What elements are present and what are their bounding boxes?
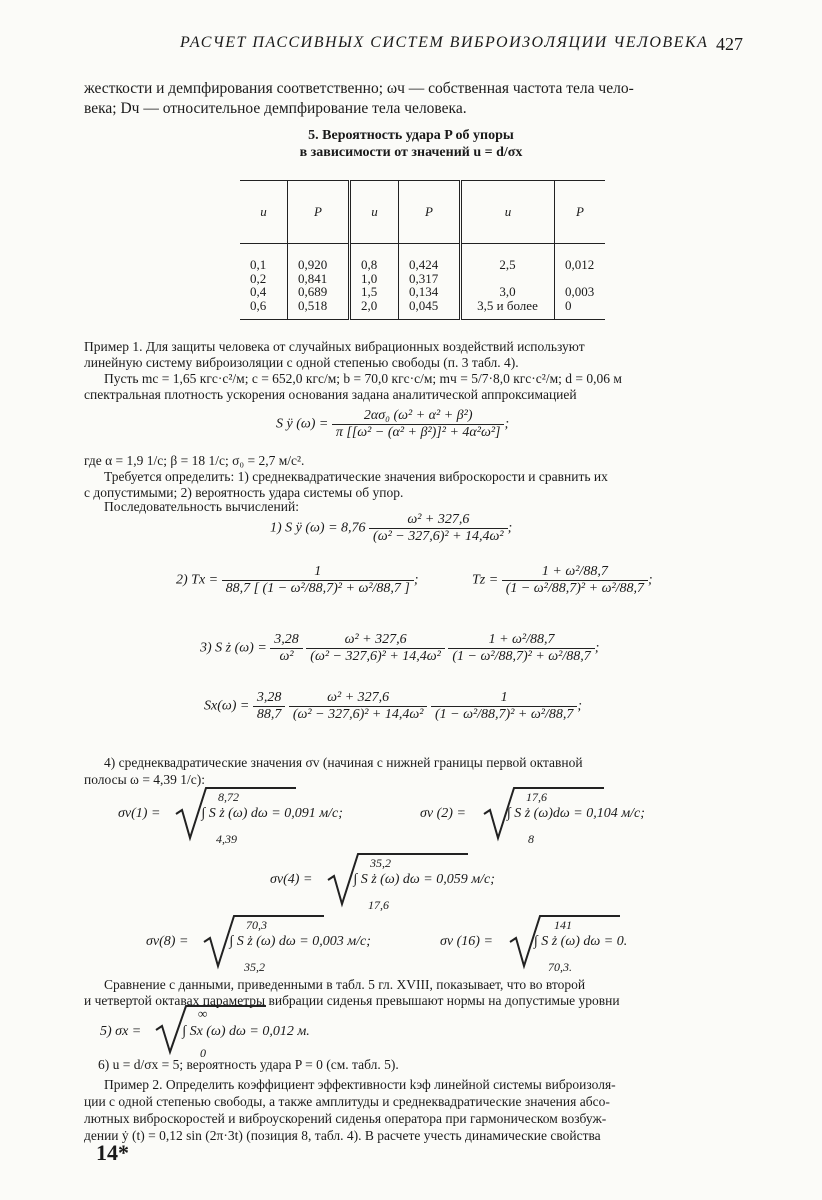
integral-upper-limit: 35,2 — [370, 856, 391, 870]
compare-line-2: и четвертой октавах параметры вибрации сиденья превышают нормы на допустимые уровни — [84, 993, 620, 1008]
example1-line-3: Пусть mс = 1,65 кгс·с²/м; c = 652,0 кгс/м; b = 70,0 кгс·с/м; mч = 5/7·8,0 кгс·с²/м; d = 0,06 м — [104, 371, 622, 386]
formula-spectral-density: S ÿ (ω) = $\frac{\text{2ασ₀ (ω² + α² + β²)}}{\text{π [[ω² − (α² + β²)]² + 4α²ω²]}}$ ; — [276, 408, 510, 440]
integral-body: ∫ S ż (ω) dω = 0,091 м/с; — [201, 806, 343, 821]
formula-1: 1) S ÿ (ω) = 8,76 $\frac{\text{ω² + 327,6}}{\text{(ω² − 327,6)² + 14,4ω²}}$ ; — [270, 512, 513, 544]
integral-lower-limit: 70,3. — [548, 960, 572, 974]
formula-denominator: (ω² − 327,6)² + 14,4ω² — [310, 649, 441, 664]
col-header: P — [555, 181, 606, 244]
formula-lhs: σv (16) = — [440, 934, 493, 949]
formula-denominator: (ω² − 327,6)² + 14,4ω² — [292, 707, 424, 722]
formula-lhs: Sx(ω) = — [204, 698, 250, 714]
formula-2-tx: 2) Tx = $\frac{1}{\text{88,7 [ (1 − ω²/88,7)² + ω²/88,7 ]}}$ ; — [176, 564, 419, 596]
example2-line-1: Пример 2. Определить коэффициент эффективности kэф линейной системы виброизоля- — [104, 1077, 616, 1092]
intro-line-2: века; Dч — относительное демпфирование тела человека. — [84, 100, 467, 117]
step6-line: 6) u = d/σx = 5; вероятность удара P = 0 (см. табл. 5). — [98, 1057, 399, 1072]
col-header: u — [350, 181, 399, 244]
formula-denominator: (1 − ω²/88,7)² + ω²/88,7 — [505, 581, 645, 596]
formula-lhs: 2) Tx = — [176, 572, 219, 588]
signature-mark: 14* — [96, 1140, 129, 1165]
intro-line-1: жесткости и демпфирования соответственно; ωч — собственная частота тела чело- — [84, 80, 634, 97]
table-caption-line-2: в зависимости от значений u = d/σx — [299, 145, 523, 160]
table-cell: 0,424 0,317 0,134 0,045 — [399, 244, 461, 320]
formula-numerator: 1 + ω²/88,7 — [502, 564, 648, 581]
formula-denominator: 88,7 — [256, 707, 282, 722]
formula-lhs: σv (2) = — [420, 806, 466, 821]
formula-denominator: ω² — [279, 649, 294, 664]
example1-line-7: с допустимыми; 2) вероятность удара системы об упор. — [84, 485, 404, 500]
integral-lower-limit: 4,39 — [216, 832, 237, 846]
formula-lhs: σv(4) = — [270, 872, 313, 887]
table-caption-line-1: 5. Вероятность удара P об упоры — [308, 128, 514, 143]
integral-lower-limit: 0 — [200, 1046, 206, 1060]
integral-sigma-1 — [118, 790, 343, 846]
integral-sigma-4 — [270, 856, 495, 912]
table-cell: 2,5 3,0 3,5 и более — [461, 244, 555, 320]
example1-line-4: спектральная плотность ускорения основания задана аналитической аппроксимацией — [84, 387, 577, 402]
probability-table — [240, 180, 605, 320]
formula-numerator: 3,28 — [253, 690, 286, 707]
formula-numerator: 1 + ω²/88,7 — [448, 632, 594, 649]
formula-lhs: σv(1) = — [118, 806, 161, 821]
step4-line-1: 4) среднеквадратические значения σv (начиная с нижней границы первой октавной — [104, 755, 583, 770]
step4-line-2: полосы ω = 4,39 1/с): — [84, 772, 206, 787]
formula-denominator: (1 − ω²/88,7)² + ω²/88,7 — [434, 707, 574, 722]
formula-numerator: ω² + 327,6 — [289, 690, 428, 707]
integral-upper-limit: ∞ — [198, 1006, 208, 1021]
example2-line-3: лютных виброскоростей и виброускорений сиденья оператора при гармоническом возбуж- — [84, 1111, 607, 1126]
col-header: u — [461, 181, 555, 244]
page-number: 427 — [716, 34, 743, 54]
formula-denominator: π [[ω² − (α² + β²)]² + 4α²ω²] — [335, 425, 501, 440]
formula-3-sx: Sx(ω) = $\frac{3,28}{88,7}$ $\frac{\text{ω² + 327,6}}{\text{(ω² − 327,6)² + 14,4ω²}}$ $\frac{1}{\text{(1 − ω²/88,7)² + ω²/88,7}}$ ; — [204, 690, 582, 722]
formula-3-sz: 3) S ż (ω) = $\frac{3,28}{\text{ω²}}$ $\frac{\text{ω² + 327,6}}{\text{(ω² − 327,6)² + 14,4ω²}}$ $\frac{\text{1 + ω²/88,7}}{\text{(1 − ω²/88,7)² + ω²/88,7}}$ ; — [200, 632, 600, 664]
formula-2-tz: Tz = $\frac{\text{1 + ω²/88,7}}{\text{(1 − ω²/88,7)² + ω²/88,7}}$ ; — [472, 564, 653, 596]
col-header: P — [288, 181, 350, 244]
formula-lhs: 5) σx = — [100, 1024, 142, 1039]
integral-body: ∫ S ż (ω) dω = 0,003 м/с; — [229, 934, 371, 949]
example2-line-2: ции с одной степенью свободы, а также амплитуды и среднеквадратические значения абсо- — [84, 1094, 610, 1109]
formula-denominator: (ω² − 327,6)² + 14,4ω² — [373, 529, 504, 544]
example2-line-4: дении ẏ (t) = 0,12 sin (2π·3t) (позиция 8, табл. 4). В расчете учесть динамические свойства — [84, 1128, 601, 1143]
integral-sigma-16 — [440, 918, 628, 974]
integral-sigma-2 — [420, 790, 645, 846]
integral-body: ∫ S ż (ω) dω = 0. — [533, 934, 628, 949]
formula-numerator: 3,28 — [270, 632, 303, 649]
integral-body: ∫ S ż (ω) dω = 0,059 м/с; — [353, 872, 495, 887]
formula-numerator: 1 — [222, 564, 414, 581]
radical-sign — [328, 854, 468, 914]
formula-lhs: σv(8) = — [146, 934, 189, 949]
table-cell: 0,920 0,841 0,689 0,518 — [288, 244, 350, 320]
integral-lower-limit: 17,6 — [368, 898, 389, 912]
integral-upper-limit: 8,72 — [218, 790, 239, 804]
integral-lower-limit: 8 — [528, 832, 534, 846]
compare-line-1: Сравнение с данными, приведенными в табл. 5 гл. XVIII, показывает, что во второй — [104, 977, 586, 992]
table-row — [240, 244, 605, 320]
integral-upper-limit: 70,3 — [246, 918, 267, 932]
example1-line-5: где α = 1,9 1/с; β = 18 1/с; σ₀ = 2,7 м/с². — [84, 453, 305, 468]
formula-numerator: 1 — [431, 690, 577, 707]
formula-numerator: 2ασ₀ (ω² + α² + β²) — [332, 408, 505, 425]
example1-line-2: линейную систему виброизоляции с одной степенью свободы (п. 3 табл. 4). — [84, 355, 519, 370]
formula-lhs: 3) S ż (ω) = — [200, 640, 267, 656]
integral-body: ∫ S ż (ω)dω = 0,104 м/с; — [506, 806, 645, 821]
table-cell: 0,1 0,2 0,4 0,6 — [240, 244, 288, 320]
formula-lhs: Tz = — [472, 572, 499, 588]
formula-numerator: ω² + 327,6 — [369, 512, 508, 529]
integral-sigma-8 — [146, 918, 371, 974]
example1-line-8: Последовательность вычислений: — [104, 499, 299, 514]
formula-lhs: 1) S ÿ (ω) = 8,76 — [270, 520, 366, 536]
radical-sign — [156, 1006, 266, 1062]
table-cell: 0,012 0,003 0 — [555, 244, 606, 320]
formula-numerator: ω² + 327,6 — [306, 632, 445, 649]
integral-upper-limit: 17,6 — [526, 790, 547, 804]
table-header-row — [240, 181, 605, 244]
example1-line-6: Требуется определить: 1) среднеквадратические значения виброскорости и сравнить их — [104, 469, 608, 484]
example1-line-1: Пример 1. Для защиты человека от случайных вибрационных воздействий используют — [84, 339, 585, 354]
integral-upper-limit: 141 — [554, 918, 572, 932]
integral-body: ∫ Sx (ω) dω = 0,012 м. — [182, 1024, 310, 1039]
integral-lower-limit: 35,2 — [244, 960, 265, 974]
table-cell: 0,8 1,0 1,5 2,0 — [350, 244, 399, 320]
formula-denominator: 88,7 [ (1 − ω²/88,7)² + ω²/88,7 ] — [225, 581, 410, 596]
formula-denominator: (1 − ω²/88,7)² + ω²/88,7 — [452, 649, 591, 664]
formula-lhs: S ÿ (ω) = — [276, 416, 329, 432]
running-header: РАСЧЕТ ПАССИВНЫХ СИСТЕМ ВИБРОИЗОЛЯЦИИ ЧЕЛОВЕКА — [180, 34, 709, 51]
integral-sigma-x — [100, 1006, 310, 1060]
col-header: u — [240, 181, 288, 244]
col-header: P — [399, 181, 461, 244]
